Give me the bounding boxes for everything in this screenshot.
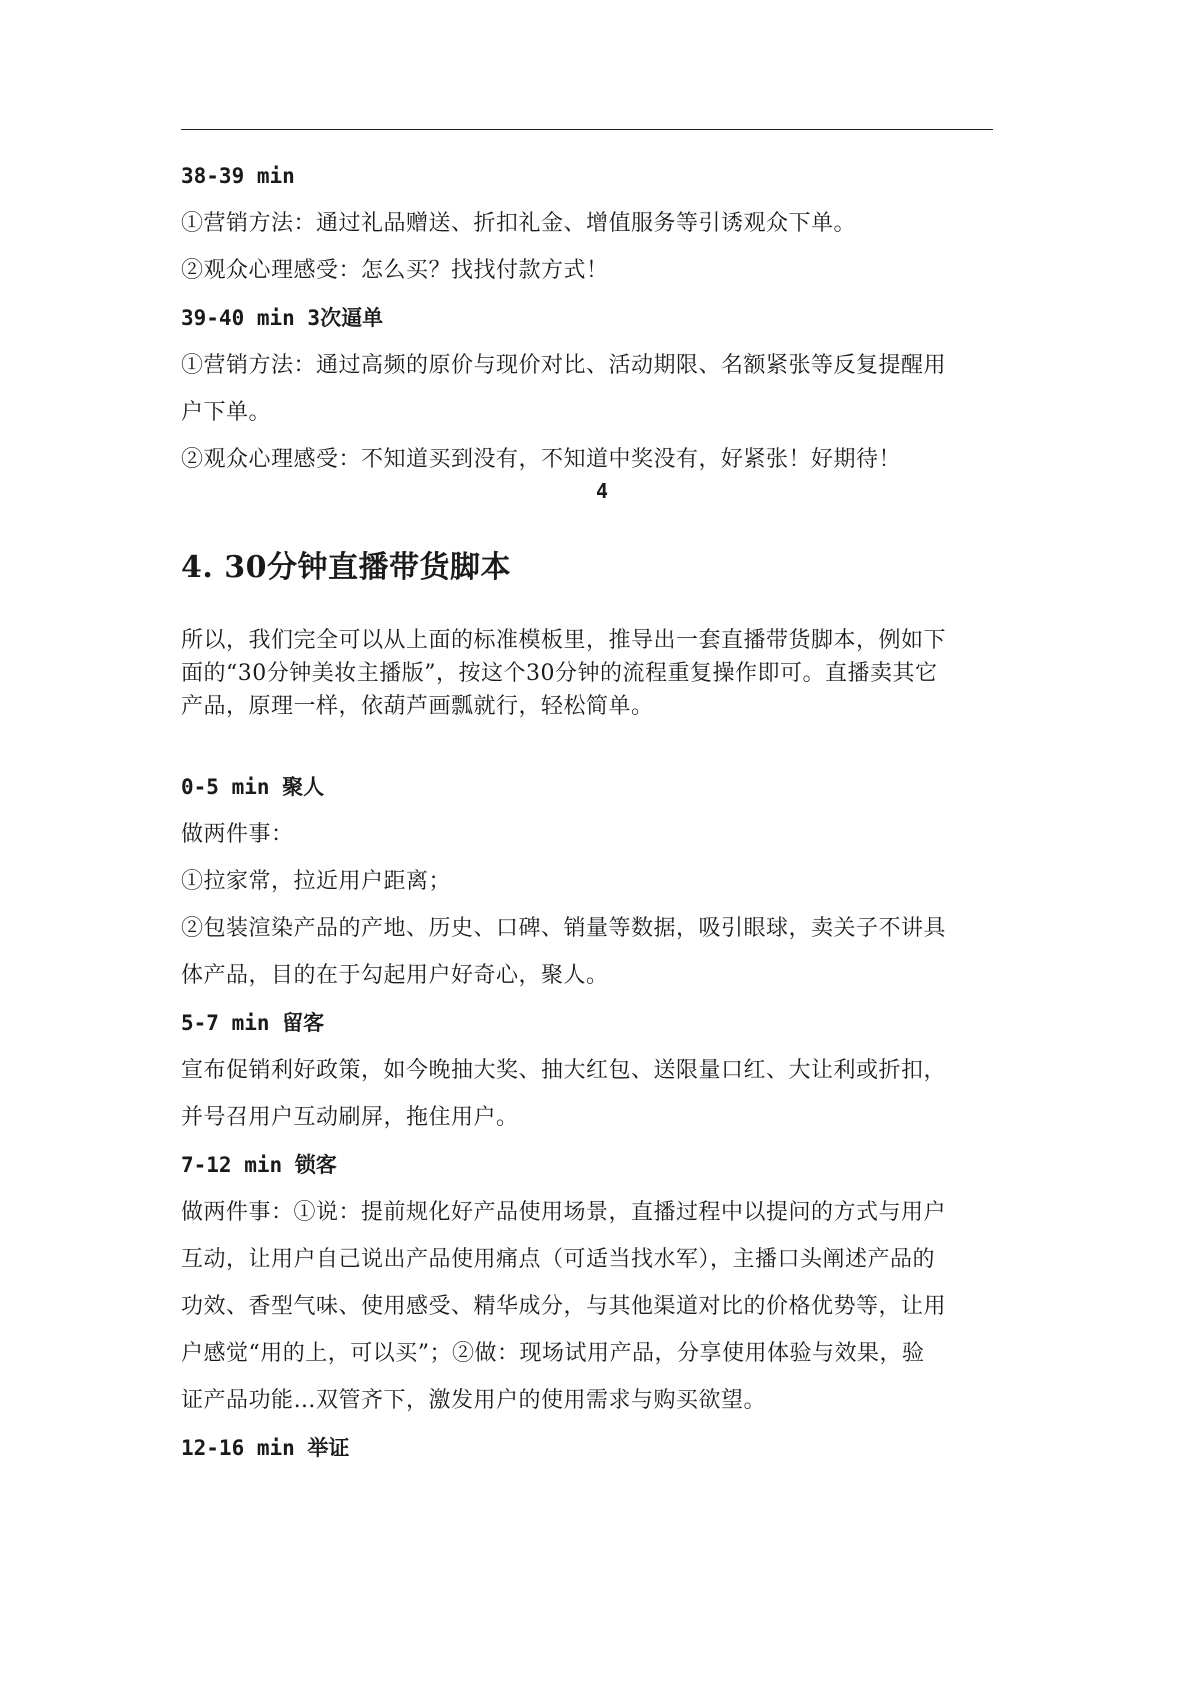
body-line: 做两件事：①说：提前规化好产品使用场景，直播过程中以提问的方式与用户 xyxy=(181,1200,947,1225)
section-title: 4. 30分钟直播带货脚本 xyxy=(181,550,512,585)
time-segment-heading: 39-40 min 3次逼单 xyxy=(181,306,384,330)
body-line: ②包装渲染产品的产地、历史、口碑、销量等数据，吸引眼球，卖关子不讲具 xyxy=(181,916,947,941)
body-line: ①营销方法：通过礼品赠送、折扣礼金、增值服务等引诱观众下单。 xyxy=(181,211,857,236)
time-segment-heading: 12-16 min 举证 xyxy=(181,1436,350,1460)
body-line: 户感觉“用的上，可以买”；②做：现场试用产品，分享使用体验与效果，验 xyxy=(181,1341,925,1366)
script-timeline xyxy=(181,763,1011,1472)
body-line: 体产品，目的在于勾起用户好奇心，聚人。 xyxy=(181,963,609,988)
page-number: 4 xyxy=(595,479,609,503)
body-line: 证产品功能…双管齐下，激发用户的使用需求与购买欲望。 xyxy=(181,1388,767,1413)
body-line: 宣布促销利好政策，如今晚抽大奖、抽大红包、送限量口红、大让利或折扣， xyxy=(181,1058,947,1083)
header-rule xyxy=(181,129,993,130)
body-line: ①营销方法：通过高频的原价与现价对比、活动期限、名额紧张等反复提醒用 xyxy=(181,353,947,378)
paragraph-line: 产品，原理一样，依葫芦画瓢就行，轻松简单。 xyxy=(181,694,654,719)
previous-section-continuation xyxy=(181,152,1011,483)
body-line: 户下单。 xyxy=(181,400,272,425)
body-line: ①拉家常，拉近用户距离； xyxy=(181,869,452,894)
time-segment-heading: 0-5 min 聚人 xyxy=(181,775,325,799)
body-line: 功效、香型气味、使用感受、精华成分，与其他渠道对比的价格优势等，让用 xyxy=(181,1294,947,1319)
body-line: 互动，让用户自己说出产品使用痛点（可适当找水军），主播口头阐述产品的 xyxy=(181,1247,936,1272)
body-line: 做两件事： xyxy=(181,822,294,847)
body-line: ②观众心理感受：不知道买到没有，不知道中奖没有，好紧张！好期待！ xyxy=(181,447,902,472)
time-segment-heading: 5-7 min 留客 xyxy=(181,1011,325,1035)
paragraph-line: 所以，我们完全可以从上面的标准模板里，推导出一套直播带货脚本，例如下 xyxy=(181,628,947,653)
paragraph-line: 面的“30分钟美妆主播版”，按这个30分钟的流程重复操作即可。直播卖其它 xyxy=(181,661,938,686)
intro-paragraph xyxy=(181,624,1011,723)
body-line: ②观众心理感受：怎么买？找找付款方式！ xyxy=(181,258,609,283)
body-line: 并号召用户互动刷屏，拖住用户。 xyxy=(181,1105,519,1130)
time-segment-heading: 7-12 min 锁客 xyxy=(181,1153,337,1177)
time-segment-heading: 38-39 min xyxy=(181,164,295,188)
